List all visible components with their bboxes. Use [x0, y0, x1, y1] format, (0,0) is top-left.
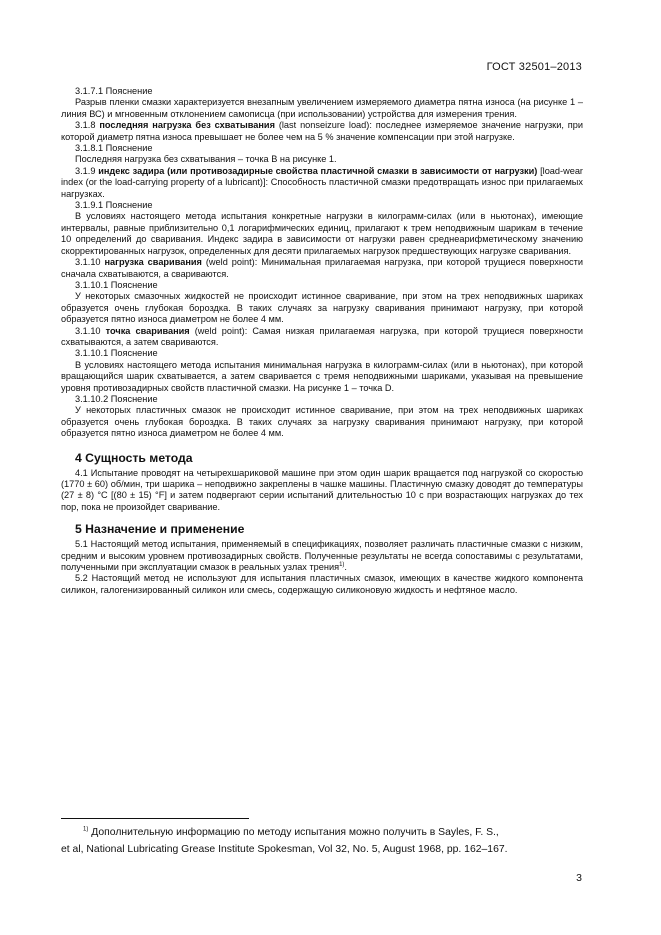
document-body [61, 86, 583, 596]
clause-text: Последняя нагрузка без схватывания – точка В на рисунке 1. [75, 154, 337, 165]
clause-definition: 3.1.9 индекс задира (или противозадирные свойства пластичной смазки в зависимости от нагрузки) [load-wear index (or the load-carrying property of a lubricant)]: Способность пластичной смазки предотвращать износ при прилагаемых нагрузках. [61, 165, 583, 199]
clause-text: Разрыв пленки смазки характеризуется внезапным увеличением измеряемого диаметра пятна износа (на рисунке 1 – линия ВС) и мгновенным отклонением самописца (при использовании) устройства для измерения трения. [61, 97, 583, 119]
footnote-divider [61, 818, 249, 819]
clause-heading: 3.1.7.1 Пояснение [75, 86, 153, 96]
clause-heading: 3.1.8.1 Пояснение [75, 143, 153, 154]
term: нагрузка сваривания [104, 257, 202, 268]
clause-definition: 3.1.10 точка сваривания (weld point): Самая низкая прилагаемая нагрузка, при которой трущиеся поверхности схватываются, а затем свариваются. [61, 325, 584, 347]
clause-heading: 3.1.9.1 Пояснение [75, 200, 153, 211]
section-heading-5: 5 Назначение и применение [75, 522, 245, 537]
footnote: $^{1)}$ Дополнительную информацию по методу испытания можно получить в Sayles, F. S., et al, National Lubricating Grease Institute Spokesman, Vol 32, No. 5, August 1968, pp. 162–167. [61, 826, 508, 855]
clause-text: У некоторых смазочных жидкостей не происходит истинное сваривание, при этом на трех неподвижных шариках образуется очень глубокая бороздка. В таких случаях за нагрузку сваривания принимают нагрузку, при которой образуется пятно износа диаметром не более 4 мм. [61, 291, 583, 325]
clause-heading: 3.1.10.2 Пояснение [75, 393, 158, 404]
clause-heading: 3.1.10.1 Пояснение [75, 348, 158, 359]
clause-definition: 3.1.10 нагрузка сваривания (weld point): Минимальная прилагаемая нагрузка, при которой трущиеся поверхности сначала схватываются, а свариваются. [61, 257, 583, 279]
section-4-paragraph: 4.1 Испытание проводят на четырехшариковой машине при этом один шарик вращается под нагрузкой со скоростью (1770 ± 60) об/мин, три шарика – неподвижно закреплены в чашке машины. Пластичную смазку доводят до температуры (27 ± 8) °С [(80 ± 15) °F] и затем подвергают серии испытаний длительностью 10 с при возрастающих нагрузках до тех пор, пока не произойдет сваривание. [61, 467, 583, 512]
clause-heading: 3.1.10.1 Пояснение [75, 279, 158, 290]
clause-text: У некоторых пластичных смазок не происходит истинное сваривание, при этом на трех неподвижных шариках образуется очень глубокая бороздка. В таких случаях за нагрузку сваривания принимают нагрузку, при которой образуется пятно износа диаметром не более 4 мм. [61, 405, 583, 439]
term: последняя нагрузка без схватывания [99, 120, 275, 131]
footnote-mark: 1) [83, 826, 89, 833]
term: точка сваривания [105, 325, 190, 336]
section-heading-4: 4 Сущность метода [75, 450, 193, 465]
footnote-reference: 1) [339, 561, 345, 568]
page-number: 3 [576, 872, 582, 884]
document-code-header: ГОСТ 32501–2013 [486, 61, 582, 73]
clause-definition: 3.1.8 последняя нагрузка без схватывания (last nonseizure load): последнее измеряемое значение нагрузки, при которой диаметр пятна износа превышает не более чем на 5 % значение компенсации при этой нагрузке. [61, 120, 583, 142]
clause-text: В условиях настоящего метода испытания конкретные нагрузки в килограмм-силах (или в ньютонах), имеющие интервалы, равные приблизительно 0,1 логарифмических единиц, прилагают к трем неподвижным шарикам в течение 10 определений до сваривания. Индекс задира в зависимости от нагрузки равен среднеарифметическому значению скорректированных нагрузок, определенных для десяти прилагаемых нагрузок предшествующих нагрузке сваривания. [61, 211, 583, 256]
section-5-paragraph-2: 5.2 Настоящий метод не используют для испытания пластичных смазок, имеющих в качестве жидкого компонента силикон, галогенизированный силикон или смесь, содержащую силиконовую жидкость и нефтяное масло. [61, 573, 583, 595]
clause-text: В условиях настоящего метода испытания минимальная нагрузка в килограмм-силах (или в ньютонах), при которой вращающийся шарик схватывается, а затем сваривается с тремя неподвижными шариками, указывая на превышение уровня противозадирных свойств пластичной смазки. На рисунке 1 – точка D. [61, 359, 583, 393]
term: индекс задира (или противозадирные свойства пластичной смазки в зависимости от нагрузки) [98, 165, 538, 176]
section-5-paragraph-1: 5.1 Настоящий метод испытания, применяемый в спецификациях, позволяет различать пластичные смазки с низким, средним и высоким уровнем противозадирных свойств. Полученные результаты не всегда сопоставимы с результатами, полученными при эксплуатации смазок в реальных узлах трения$^{1)}$. [61, 539, 583, 573]
